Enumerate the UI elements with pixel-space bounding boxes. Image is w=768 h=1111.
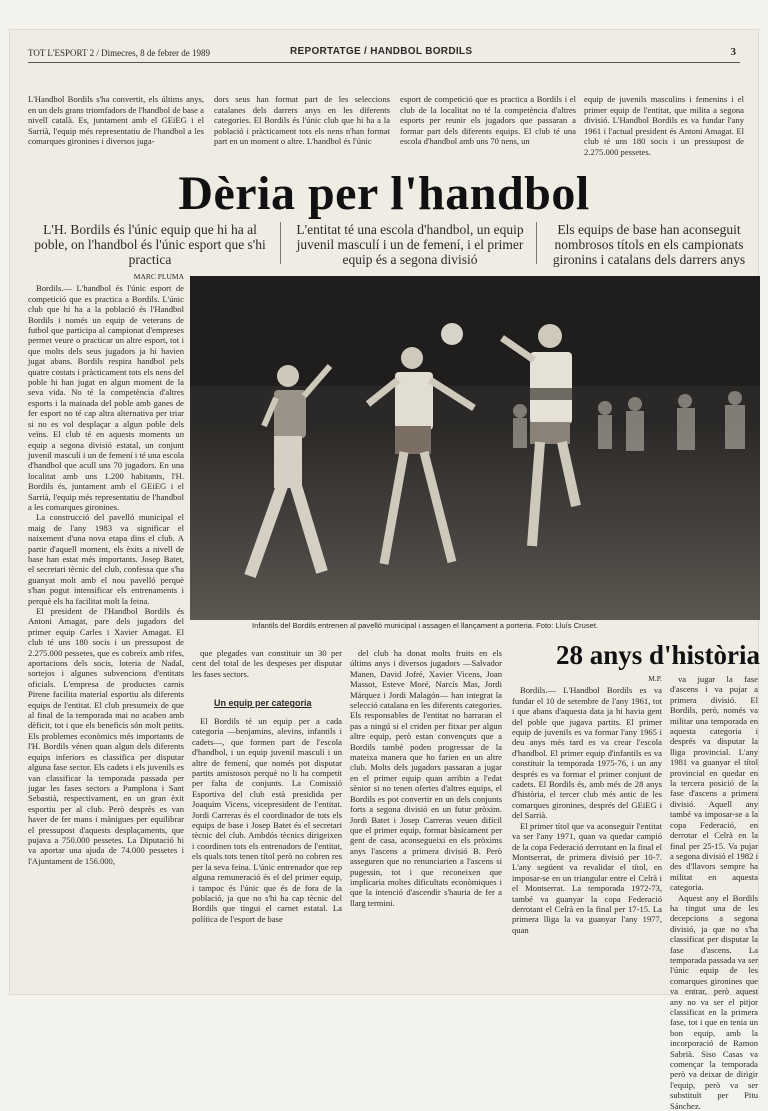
- divider: [536, 222, 537, 264]
- paragraph: Bordils.— L'handbol és l'únic esport de competició que es practica a Bordils. L'únic club que hi ha a la població és l'Handbol Bordils i només un equip de veterans de futbol que participa al campionat d'empreses permet veure o practicar un altre esport, tot i que molts dels seus jugadors ja hi havien jugat abans. Bordils respira handbol pels quatre costats i pràcticament tots els nens del poble hi han jugat en algun moment de la seva vida. No té la competència d'altres esports i la mainada del poble amb ganes de fer esport no té cap altra alternativa per triar si no es vol desplaçar a algun poble dels veïns. El club té en aquests moments un equip a segona divisió estatal, un conjunt juvenil masculí i un de femení i té una escola d'handbol que acull uns 70 jugadors. En una localitat amb uns 1.200 habitants, l'H. Bordils és, juntament amb el GEiEG i el Sarrià, l'equip més representatiu de l'handbol a les comarques gironines.: [28, 283, 184, 512]
- photo-caption: Infantils del Bordils entrenen al pavelló municipal i assagen el llançament a porteria. Foto: Lluís Cruset.: [252, 621, 599, 630]
- subhead-3: Els equips de base han aconseguit nombrosos títols en els campionats gironins i catalans dels darrers anys: [552, 222, 746, 267]
- byline: M.P.: [648, 674, 662, 683]
- intro-column-3: esport de competició que es practica a Bordils i el club de la localitat no té la competència d'altres esports per reunir els jugadors que passaran a formar part dels diferents equips. El club té una escola d'handbol amb uns 70 nens, un: [400, 94, 576, 147]
- paragraph: El Bordils té un equip per a cada categoria —benjamins, alevins, infantils i cadets—, que formen part de l'escola d'handbol, i un equip juvenil masculí i un altre de femení, que només pot disputar partits amistosos perquè no li ha competit per falta de conjunts. La Comissió Esportiva del club està presidida per Joaquim Vicens, vicepresident de l'entitat. Jordi Carreras és el coordinador de tots els equips de base i Josep Batet és el secretari tècnic del club. Ambdós tècnics dirigeixen i coordinen tots els entrenadors de l'entitat, els quals tots tenen títol però no cobren res per la seva feina. L'únic entrenador que rep alguna remuneració és el del primer equip, i tampoc és l'únic que és de fora de la població, ja que no s'hi ha cap tècnic del Bordils que tingui el carnet estatal. La política de l'esport de base: [192, 716, 342, 924]
- paragraph: La construcció del pavelló municipal el maig de l'any 1983 va significar el naixement d'una nova etapa dins el club. A partir d'aquell moment, els èxits a nivell de base han estat més importants. Josep Batet, el secretari tècnic del club, confessa que s'ha guanyat molt amb el nou pavelló perquè s'han pogut intensificar els entrenaments i perquè els ha facilitat molt la feina.: [28, 512, 184, 606]
- section-subhead: Un equip per categoria: [214, 698, 312, 708]
- subhead-1: L'H. Bordils és l'únic equip que hi ha al poble, on l'handbol és l'únic esport que s'hi practica: [34, 222, 266, 267]
- article-column-4: [512, 674, 662, 978]
- header-issue: TOT L'ESPORT 2 / Dimecres, 8 de febrer de 1989: [28, 48, 211, 58]
- paragraph: El president de l'Handbol Bordils és Antoni Amagat, pare dels jugadors del primer equip Carles i Xavier Amagat. El club té uns 180 socis i un pressupost de 2.275.000 pessetes, que es cobreix amb rifes, aportacions dels socis, loteria de Nadal, sortejos i algunes subvencions d'entitats oficials. L'empresa de productes carnis Pirene facilita material esportiu als diferents equips de l'entitat. El club presumeix de que al final de la temporada mai no acaben amb dèficit, tot i que els beneficis són molt petits. Els problemes econòmics més importants de l'H. Bordils vénen quan algun dels diferents equips inferiors es classifica per disputar alguna fase sector. Els cadets i els juvenils es van classificar la temporada passada per jugar les fases sectors a Pamplona i Sant Sebastià, respectivament, en un gran èxit esportiu per al club. Però desprès es van haver de fer mans i mànigues per equilibrar el pressupost d'aquests desplaçaments, que pujava a 750.000 pessetes. La Diputació hi va aportar una ajuda de 74.000 pessetes i l'Ajuntament de 156.000,: [28, 606, 184, 866]
- article-column-5: [670, 674, 758, 1111]
- intro-column-1: L'Handbol Bordils s'ha convertit, els últims anys, en un dels grans triomfadors de l'handbol de base a nivell català. Es, juntament amb el GEiEG i el Sarrià, l'equip més representatiu de l'handbol a les comarques gironines i diversos juga-: [28, 94, 204, 147]
- article-column-3: [350, 648, 502, 978]
- divider: [280, 222, 281, 264]
- byline: MARC PLUMA: [133, 272, 184, 281]
- header-section: REPORTATGE / HANDBOL BORDILS: [290, 46, 473, 57]
- page-header: [28, 42, 740, 63]
- photo-illustration: [190, 276, 760, 620]
- paragraph: del club ha donat molts fruits en els últims anys i diversos jugadors —Salvador Manen, David Jofré, Xavier Vicens, Joan Massot, Esteve Moré, Narcís Mas, Jordi Márquez i Jordi Malagón— han integrat la selecció catalana en les diferents categories. Els responsables de l'entitat no barraran el pas a ningú si el criden per fitxar per algun altre equip, però estan convençuts que a Bordils també poden progressar de la mateixa manera que ho farien en un altre club. Molts dels jugadors passaran a jugar en el primer equip quan arribin a l'edat sènior si no tenen ofertes d'altres equips, el Bordils es pot convertir en un dels conjunts forts a segona divisió en un futur pròxim. Jordi Batet i Josep Carreras veuen difícil que el primer equip, format bàsicament per gent de casa, aconsegueixi en els pròxims anys l'ascens a primera divisió B. Però asseguren que no renunciarien a l'ascens si pugessin, tot i que reconeixen que implicaria moltes dificultats econòmiques i que la intenció d'ascendir s'hauria de fer a llarg termini.: [350, 648, 502, 908]
- intro-column-4: equip de juvenils masculins i femenins i el primer equip de l'entitat, que milita a segona divisió. L'Handbol Bordils es va fundar l'any 1961 i l'actual president és Antoni Amagat. El club té uns 180 socis i un pressupost de 2.275.000 pessetes.: [584, 94, 744, 157]
- paragraph: El primer títol que va aconseguir l'entitat va ser l'any 1971, quan va quedar campió de la copa Federació derrotant en la final el Montserrat, de primera divisió per 10-7. L'any següent va revalidar el títol, en imposar-se en un triangular entre el Celrà i el Montserrat. La temporada 1972-73, també va guanyar la copa Federació derrotant el Celrà en la final per 17-15. La primera lliga la va guanyar l'any 1977, quan: [512, 820, 662, 935]
- article-column-1: [28, 272, 184, 972]
- paragraph: va jugar la fase d'ascens i va pujar a primera divisió. El Bordils, però, només va militar una temporada en aquesta categoria i després va disputar la lliga provincial. L'any 1981 va guanyar el títol provincial en quedar en la tercera posició de la fase d'ascens a primera divisió. Aquell any també va imposar-se a la copa Federació, en derrotar el Celrà en la final per 25-15. Va pujar a segona divisió el 1982 i des d'llavors sempre ha militat en aquesta categoria.: [670, 674, 758, 893]
- intro-column-2: dors seus han format part de les seleccions catalanes dels darrers anys en les diferents categories. El Bordils és l'únic club que hi ha a la població i pràcticament tots els nens n'han format part en un moment o altre. L'handbol és l'únic: [214, 94, 390, 147]
- secondary-headline: 28 anys d'història: [556, 640, 761, 670]
- paragraph: Bordils.— L'Handbol Bordils es va fundar el 10 de setembre de l'any 1961, tot i que abans d'aquesta data ja hi havia gent del poble que jugava partits. El primer equip de juvenils es va formar l'any 1965 i deu anys més tard es va crear l'escola d'handbol. El primer equip d'infantils es va constituir la temporada 1975-76, i un any després es va formar el primer conjunt de cadets. El Bordils és, amb més de 28 anys d'història, el tercer club més antic de les comarques gironines, després del GEiEG i del Sarrià.: [512, 685, 662, 821]
- paragraph: Aquest any el Bordils ha tingut una de les decepcions a segona divisió, ja que no s'ha classificat per disputar la fase d'ascens. La temporada passada va ser l'únic equip de les comarques gironines que va entrar, però aquest any no va ser el pitjor classificat en la primera fase, tot i que en tenia un bon equip, amb la incorporació de Ramon Sabrià. Siso Casas va començar la temporada però va deixar de dirigir l'equip, però va ser substituït per Pitu Sánchez.: [670, 892, 758, 1111]
- subhead-2: L'entitat té una escola d'handbol, un equip juvenil masculí i un de femení, i el primer equip és a segona divisió: [296, 222, 524, 267]
- page-number: 3: [730, 46, 736, 58]
- handball-photo: [190, 276, 760, 620]
- paragraph: que plegades van constituir un 30 per cent del total de les despeses per disputar les fases sectors.: [192, 648, 342, 679]
- headline: Dèria per l'handbol: [178, 167, 590, 220]
- article-column-2b: [192, 716, 342, 980]
